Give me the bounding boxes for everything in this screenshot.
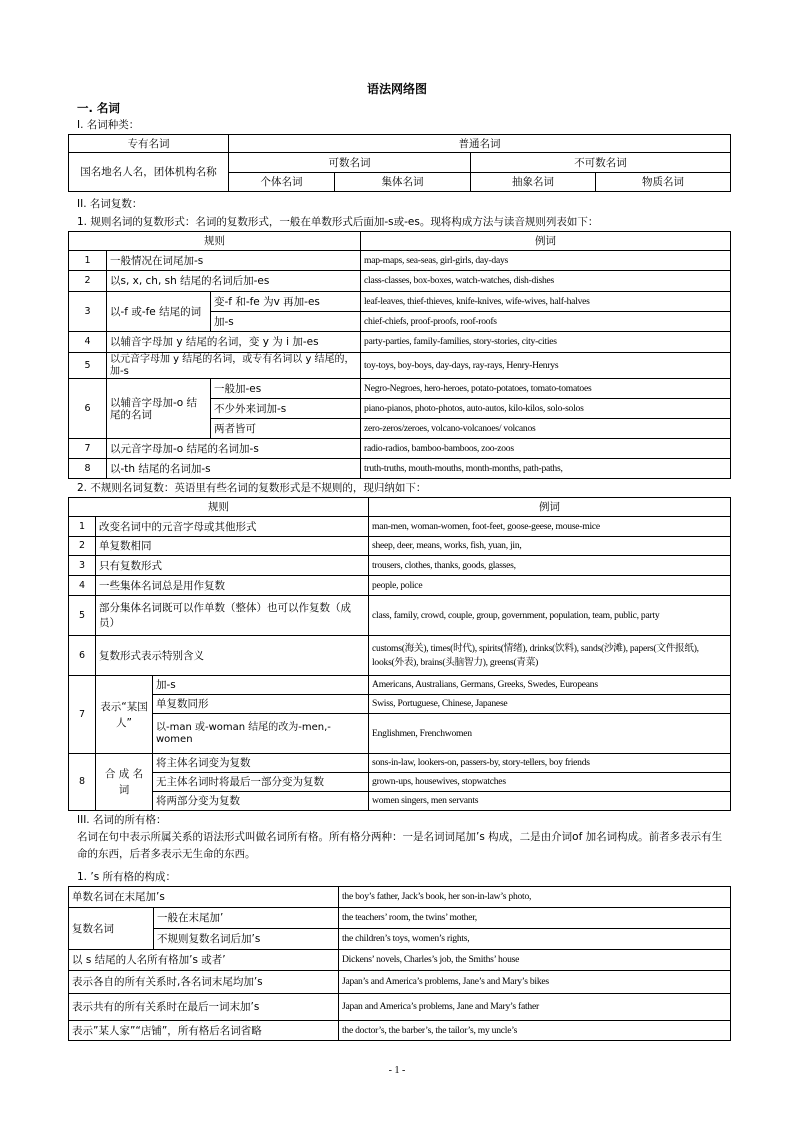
table-row [69, 439, 731, 459]
row-number: 3 [69, 556, 96, 576]
page-title: 语法网络图 [366, 82, 427, 96]
table-header-rule: 规则 [69, 498, 369, 517]
subrule-cell: 将两部分变为复数 [153, 792, 369, 811]
example-cell: sons-in-law, lookers-on, passers-by, story-tellers, boy friends [369, 754, 731, 773]
row-number: 1 [69, 251, 107, 271]
example-cell: the children’s toys, women’s rights, [339, 929, 731, 950]
subrule-cell: 两者皆可 [211, 419, 361, 439]
rule-cell: 以 s 结尾的人名所有格加’s 或者’ [69, 950, 339, 971]
example-cell: man-men, woman-women, foot-feet, goose-geese, mouse-mice [369, 517, 731, 537]
rule-cell: 表示各自的所有关系时,各名词末尾均加’s [69, 971, 339, 994]
table-row [69, 332, 731, 353]
row-number: 2 [69, 537, 96, 556]
row-number: 7 [69, 439, 107, 459]
rule-cell: 单数名词在末尾加’s [69, 887, 339, 908]
row-number: 8 [69, 754, 96, 811]
row-number: 4 [69, 332, 107, 353]
row-number: 7 [69, 676, 96, 754]
possessive-formation-heading: 1. ’s 所有格的构成： [77, 871, 177, 883]
table-row [69, 908, 731, 929]
example-cell: the teachers’ room, the twins’ mother, [339, 908, 731, 929]
example-cell: trousers, clothes, thanks, goods, glasses, [369, 556, 731, 576]
table-row [69, 459, 731, 479]
table-row [69, 950, 731, 971]
table-row [69, 695, 731, 714]
example-cell: Japan and America’s problems, Jane and Mary’s father [339, 994, 731, 1021]
example-cell: radio-radios, bamboo-bamboos, zoo-zoos [361, 439, 731, 459]
rule-cell: 表示”某人家”“店铺”，所有格后名词省略 [69, 1021, 339, 1041]
proper-noun-header: 专有名词 [69, 135, 229, 153]
row-number: 8 [69, 459, 107, 479]
rule-cell: 复数名词 [69, 908, 154, 950]
example-cell: Japan’s and America’s problems, Jane’s and Mary’s bikes [339, 971, 731, 994]
row-number: 1 [69, 517, 96, 537]
proper-noun-description: 国名地名人名，团体机构名称 [69, 153, 229, 192]
rule-cell: 以元音字母加 y 结尾的名词，或专有名词以 y 结尾的，加-s [107, 353, 361, 379]
row-number: 6 [69, 636, 96, 676]
table-row [69, 271, 731, 292]
example-cell: zero-zeros/zeroes, volcano-volcanoes/ volcanos [361, 419, 731, 439]
example-cell: people, police [369, 576, 731, 596]
rule-cell: 表示“某国人” [96, 676, 153, 754]
example-cell: toy-toys, boy-boys, day-days, ray-rays, Henry-Henrys [361, 353, 731, 379]
table-row [69, 636, 731, 676]
table-row [69, 929, 731, 950]
noun-types-table [68, 134, 731, 192]
table-row [69, 576, 731, 596]
subrule-cell: 一般在末尾加’ [154, 908, 339, 929]
table-row [69, 887, 731, 908]
subsection-heading-plural: II. 名词复数： [77, 198, 143, 210]
table-row [69, 556, 731, 576]
uncountable-noun-header: 不可数名词 [471, 153, 731, 173]
table-row [69, 971, 731, 994]
irregular-plural-heading: 2. 不规则名词复数：英语里有些名词的复数形式是不规则的，现归纳如下： [77, 482, 427, 494]
page-number: - 1 - [388, 1065, 406, 1076]
countable-noun-header: 可数名词 [229, 153, 471, 173]
subrule-cell: 一般加-es [211, 379, 361, 399]
rule-cell: 以-f 或-fe 结尾的词 [107, 292, 211, 332]
example-cell: Americans, Australians, Germans, Greeks, Swedes, Europeans [369, 676, 731, 695]
subrule-cell: 不规则复数名词后加’s [154, 929, 339, 950]
example-cell: Negro-Negroes, hero-heroes, potato-potatoes, tomato-tomatoes [361, 379, 731, 399]
table-row [69, 676, 731, 695]
row-number: 4 [69, 576, 96, 596]
example-cell: map-maps, sea-seas, girl-girls, day-days [361, 251, 731, 271]
table-row [69, 292, 731, 312]
table-row [69, 537, 731, 556]
table-header-rule: 规则 [69, 232, 361, 251]
example-cell: class-classes, box-boxes, watch-watches, dish-dishes [361, 271, 731, 292]
subrule-cell: 加-s [211, 312, 361, 332]
table-row [69, 596, 731, 636]
subrule-cell: 将主体名词变为复数 [153, 754, 369, 773]
regular-plural-heading: 1. 规则名词的复数形式：名词的复数形式，一般在单数形式后面加-s或-es。现将构成方法与读音规则列表如下： [77, 216, 599, 228]
subrule-cell: 变-f 和-fe 为v 再加-es [211, 292, 361, 312]
rule-cell: 部分集体名词既可以作单数（整体）也可以作复数（成员） [96, 596, 369, 636]
rule-cell: 只有复数形式 [96, 556, 369, 576]
example-cell: leaf-leaves, thief-thieves, knife-knives, wife-wives, half-halves [361, 292, 731, 312]
row-number: 6 [69, 379, 107, 439]
rule-cell: 以辅音字母加 y 结尾的名词，变 y 为 i 加-es [107, 332, 361, 353]
table-header-example: 例词 [361, 232, 731, 251]
collective-noun-cell: 集体名词 [335, 173, 471, 192]
possessive-heading: III. 名词的所有格： [77, 814, 167, 826]
rule-cell: 单复数相同 [96, 537, 369, 556]
example-cell: truth-truths, mouth-mouths, month-months, path-paths, [361, 459, 731, 479]
example-cell: chief-chiefs, proof-proofs, roof-roofs [361, 312, 731, 332]
individual-noun-cell: 个体名词 [229, 173, 335, 192]
table-row [69, 714, 731, 754]
possessive-table [68, 886, 731, 1041]
example-cell: customs(海关), times(时代), spirits(情绪), drinks(饮料), sands(沙滩), papers(文件报纸), looks(外表), brains(头脑智力), greens(青菜) [369, 636, 731, 676]
example-cell: grown-ups, housewives, stopwatches [369, 773, 731, 792]
table-row [69, 517, 731, 537]
rule-cell: 复数形式表示特别含义 [96, 636, 369, 676]
subrule-cell: 以-man 或-woman 结尾的改为-men,-women [153, 714, 369, 754]
rule-cell: 改变名词中的元音字母或其他形式 [96, 517, 369, 537]
subsection-heading-types: I. 名词种类： [77, 119, 140, 131]
material-noun-cell: 物质名词 [596, 173, 731, 192]
example-cell: party-parties, family-families, story-stories, city-cities [361, 332, 731, 353]
row-number: 2 [69, 271, 107, 292]
example-cell: Dickens’ novels, Charles’s job, the Smiths’ house [339, 950, 731, 971]
common-noun-header: 普通名词 [229, 135, 731, 153]
example-cell: class, family, crowd, couple, group, government, population, team, public, party [369, 596, 731, 636]
irregular-plural-table [68, 497, 731, 811]
table-row [69, 773, 731, 792]
rule-cell: 以s, x, ch, sh 结尾的名词后加-es [107, 271, 361, 292]
table-row [69, 379, 731, 399]
subrule-cell: 加-s [153, 676, 369, 695]
subrule-cell: 不少外来词加-s [211, 399, 361, 419]
example-cell: the doctor’s, the barber’s, the tailor’s, my uncle’s [339, 1021, 731, 1041]
rule-cell: 以元音字母加-o 结尾的名词加-s [107, 439, 361, 459]
subrule-cell: 无主体名词时将最后一部分变为复数 [153, 773, 369, 792]
row-number: 5 [69, 353, 107, 379]
example-cell: the boy’s father, Jack’s book, her son-in-law’s photo, [339, 887, 731, 908]
table-header-example: 例词 [369, 498, 731, 517]
rule-cell: 表示共有的所有关系时在最后一词末加’s [69, 994, 339, 1021]
row-number: 3 [69, 292, 107, 332]
table-row [69, 994, 731, 1021]
example-cell: Swiss, Portuguese, Chinese, Japanese [369, 695, 731, 714]
rule-cell: 一般情况在词尾加-s [107, 251, 361, 271]
rule-cell: 合 成 名 词 [96, 754, 153, 811]
section-heading-noun: 一. 名词 [77, 101, 120, 115]
table-row [69, 353, 731, 379]
table-row [69, 1021, 731, 1041]
row-number: 5 [69, 596, 96, 636]
rule-cell: 以辅音字母加-o 结尾的名词 [107, 379, 211, 439]
table-row [69, 251, 731, 271]
abstract-noun-cell: 抽象名词 [471, 173, 596, 192]
example-cell: piano-pianos, photo-photos, auto-autos, kilo-kilos, solo-solos [361, 399, 731, 419]
example-cell: sheep, deer, means, works, fish, yuan, jin, [369, 537, 731, 556]
example-cell: Englishmen, Frenchwomen [369, 714, 731, 754]
regular-plural-table [68, 231, 731, 479]
table-row [69, 792, 731, 811]
possessive-paragraph: 名词在句中表示所属关系的语法形式叫做名词所有格。所有格分两种：一是名词词尾加’s 构成，二是由介词of 加名词构成。前者多表示有生命的东西，后者多表示无生命的东西。 [77, 831, 723, 860]
rule-cell: 一些集体名词总是用作复数 [96, 576, 369, 596]
table-row [69, 754, 731, 773]
subrule-cell: 单复数同形 [153, 695, 369, 714]
rule-cell: 以-th 结尾的名词加-s [107, 459, 361, 479]
example-cell: women singers, men servants [369, 792, 731, 811]
